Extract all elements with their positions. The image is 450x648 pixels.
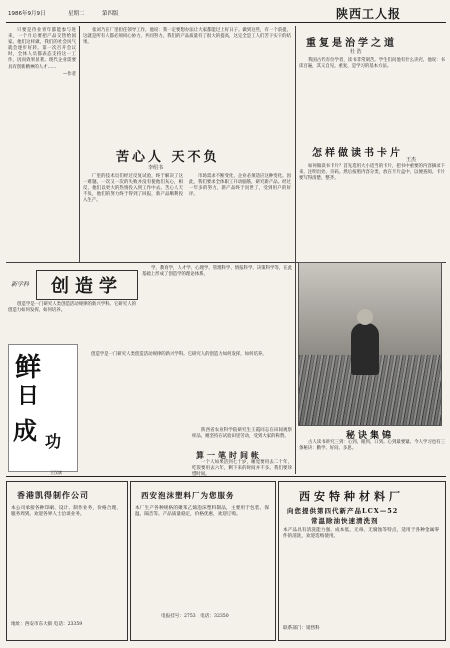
essay-title: 苦心人 天不负 xyxy=(116,150,220,165)
calligraphy-art xyxy=(8,344,78,472)
essay-body-2-text: 市场需求不断变化，企业必须适应这种变化。因此，我们要求全体职工开动脑筋，研究新产品。经过一年多的努力，新产品终于问世了，受到用户的好评。 xyxy=(189,174,291,198)
art-char-4: 功 xyxy=(45,432,62,451)
art-caption: 王汉斌 xyxy=(50,470,62,475)
issue-date: 1986年9月9日 xyxy=(8,11,46,17)
ad-special-contact: 联系部门：销售科 xyxy=(283,626,320,631)
secret-title: 秘诀集锦 xyxy=(346,431,395,441)
tips-body-text: 如何做读书卡片？首先选用大小适当的卡片，把书中重要的内容摘录下来，注明出处、页码。然后按照内容分类，放在卡片盒中，以便查阅。卡片要写得清楚、整齐。 xyxy=(299,164,445,182)
creation-col xyxy=(142,266,292,348)
lead-title: 重复是治学之道 xyxy=(306,38,397,49)
divider xyxy=(295,26,296,474)
page-number: 第四版 xyxy=(102,11,119,17)
creation-body xyxy=(8,302,136,342)
column-2-text: 张刘乃在厂里担任领导工作，他说：我一定要想办法让大家都能过上好日子。做到这些，有一个前提，这就是所有人都必须同心协力，共同努力。我们的产品质量有了很大的提高，这完全是工人们苦干实干的结果。 xyxy=(83,28,291,46)
lead-body xyxy=(299,58,445,140)
creation-heading xyxy=(11,270,138,300)
tips-author: 王杰 xyxy=(406,157,417,163)
ad-foam xyxy=(130,481,276,641)
photo-head xyxy=(357,309,373,325)
column-1 xyxy=(8,28,76,260)
essay-author: 李绍书 xyxy=(148,165,164,171)
creation-col-text: 学，教育学，人才学、心理学、管理科学、情报科学、决策科学等，在此基础上形成了创造学的理论体系。 xyxy=(142,266,292,278)
ad-special-materials xyxy=(278,481,446,641)
creation-body-text: 创造学是一门研究人类创造活动规律的新兴学科。它研究人的创造力如何发挥，如何培养。 xyxy=(8,302,136,314)
lead-author: 杜 浩 xyxy=(350,49,362,55)
weekday: 星期二 xyxy=(68,11,85,17)
photo xyxy=(298,262,442,426)
ad-special-text: 本产品具有清洗能力强、成本低、无毒、无腐蚀等特点，适用于各种金属零件的清洗，欢迎选购使用。 xyxy=(283,528,439,540)
art-char-2: 日 xyxy=(17,383,40,409)
ads-section xyxy=(6,476,446,645)
ad-special-sub2: 常温除油快速清洗剂 xyxy=(311,517,379,525)
photo-person xyxy=(351,323,379,375)
page-header xyxy=(6,4,446,23)
divider xyxy=(79,26,80,262)
tips-title: 怎样做读书卡片 xyxy=(312,148,403,159)
ad-kaide-text: 本公司承接各种印刷、设计、制作业务，价格合理，服务周到。欢迎各界人士洽谈业务。 xyxy=(11,506,121,518)
ad-kaide-title: 香港凯得制作公司 xyxy=(17,490,89,500)
ad-kaide-contact: 地址：西安市东大街 电话：23359 xyxy=(11,622,83,627)
newspaper-page xyxy=(6,4,446,644)
secret-body-text: 古人读书讲究三到：心到、眼到、口到。心到最要紧。今人学习也有三条秘诀：勤学、好问、多思。 xyxy=(299,440,445,452)
ad-special-sub: 向您提供第四代新产品LCX—52 xyxy=(287,507,399,515)
comic-body xyxy=(192,460,292,478)
creation-continued-text: 创造学是一门研究人类创造活动规律的新兴学科。它研究人的创造力如何发挥，如何培养。 xyxy=(91,352,267,357)
masthead: 陕西工人报 xyxy=(336,7,402,21)
ad-foam-contact: 电报挂号：2753 电话：32350 xyxy=(161,614,229,619)
lead-body-text: 我国古代有位学者，读书非常刻苦。学生们问他有什么诀窍，他说：书读百遍，其义自见。重复，是学习的基本方法。 xyxy=(299,58,445,70)
photo-caption-text: 陕西省农业科学院研究生王霞同志在田间观察样品，她坚持在试验田里劳动，受到大家的称赞。 xyxy=(192,428,292,440)
essay-body-2 xyxy=(189,174,291,258)
ad-foam-title: 西安泡沫塑料厂为您服务 xyxy=(141,491,235,500)
art-char-1: 鲜 xyxy=(15,353,42,383)
tips-body xyxy=(299,164,445,258)
ad-foam-text: 本厂生产各种规格的聚苯乙烯泡沫塑料制品，主要用于包装、保温、隔音等。产品质量稳定，价格优惠，欢迎订购。 xyxy=(135,506,269,518)
secret-body xyxy=(299,440,445,474)
column-1-author: —作者 xyxy=(62,71,76,77)
comic-body-text: 一个人如果活到七十岁，睡觉要用去二十年，吃饭要用去六年，剩下来的时间并不多。我们要珍惜时间。 xyxy=(192,460,292,478)
ad-kaide xyxy=(6,481,128,641)
column-1-text: 只要是待业青年都能参与进来，一个月后要把产品交售给国家。他们这样做，我们的社会风气就会逐步好转。第一次召开会议时，全体人员都表态支持这一工作，因而效果显著。现代企业需要具有创新精神的人才…… xyxy=(8,28,76,70)
creation-label: 新学科 xyxy=(11,281,30,288)
ad-special-title: 西安特种材料厂 xyxy=(299,490,404,503)
creation-title: 创造学 xyxy=(51,276,123,297)
essay-body-text: 厂里的技术员们经过反复试验，终于解决了这一难题。一次又一次的失败并没有使他们灰心，相反，他们以更大的热情投入到工作中去。苦心人天不负，他们的努力终于得到了回报，新产品顺利投入生产。 xyxy=(83,174,183,204)
column-2 xyxy=(83,28,291,140)
essay-body xyxy=(83,174,183,258)
art-char-3: 成 xyxy=(13,416,37,445)
comic-title: 算一笔时间帐 xyxy=(196,450,262,460)
